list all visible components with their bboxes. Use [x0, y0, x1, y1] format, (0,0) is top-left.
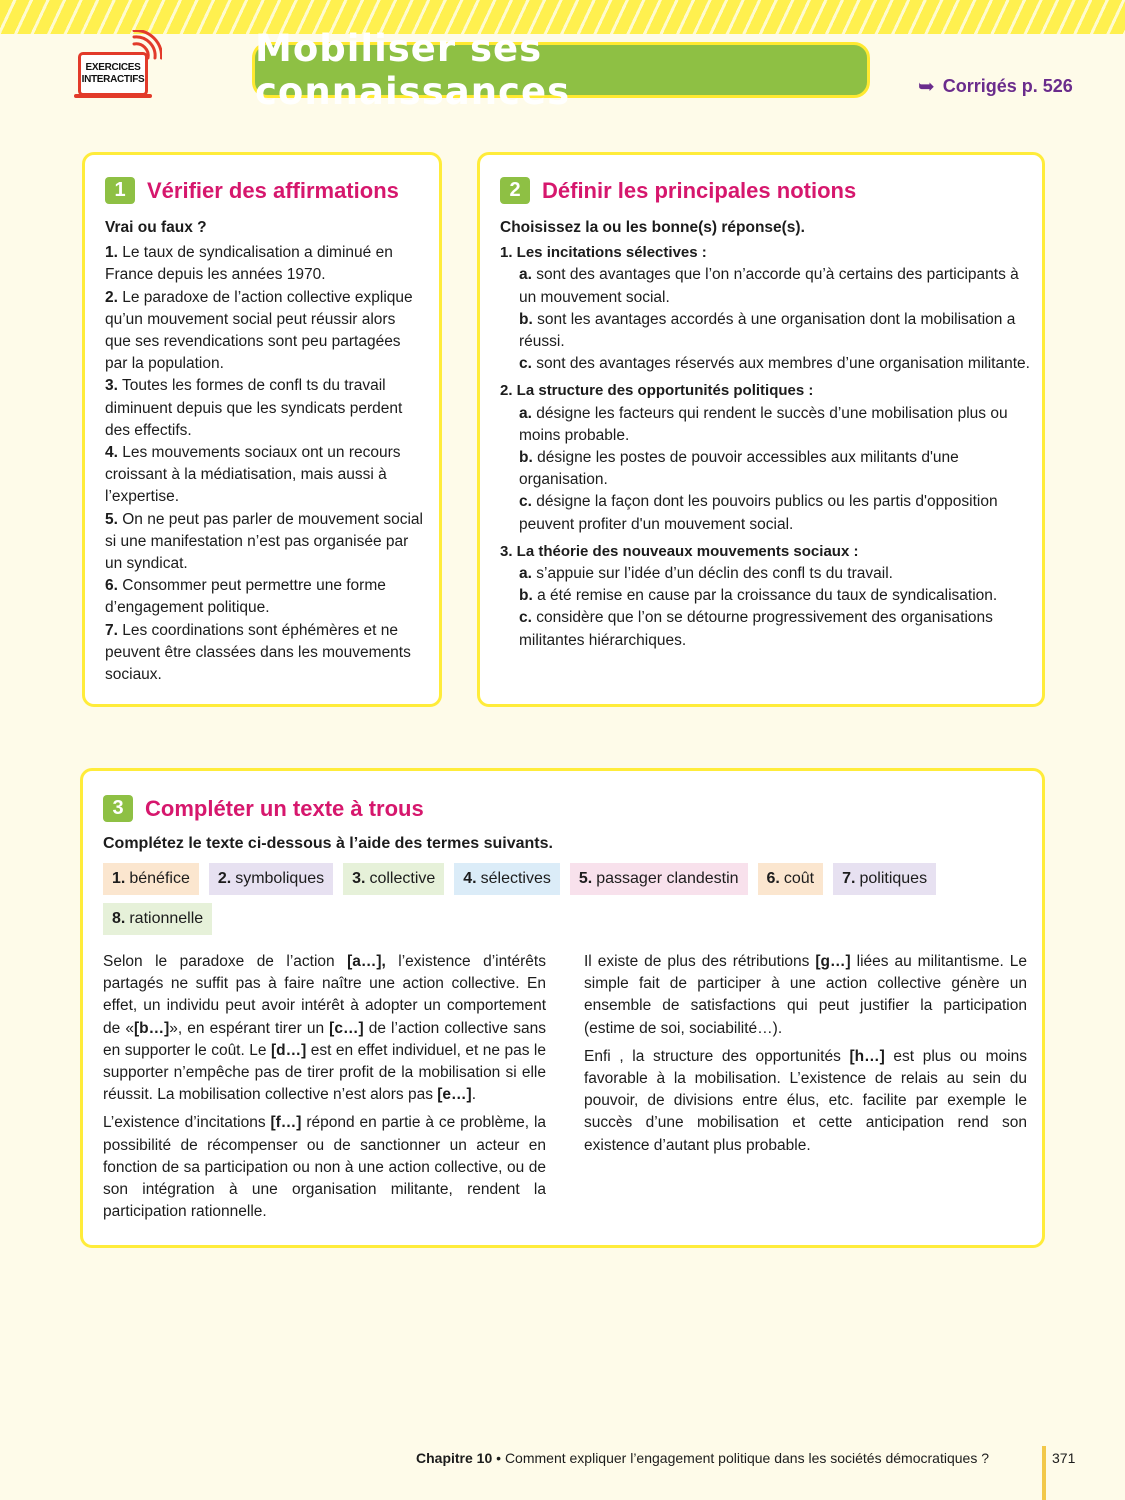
cloze-segment: Il existe de plus des rétributions — [584, 953, 816, 970]
exercise-1-body — [105, 217, 425, 686]
term-chip — [209, 863, 333, 895]
term-chips — [103, 863, 1023, 935]
answer-option — [500, 447, 1030, 491]
answer-option — [500, 309, 1030, 353]
cloze-segment: L’existence d’incitations — [103, 1114, 271, 1132]
exercise-title: Vérifier des affirmations — [147, 177, 399, 203]
term-number: 2. — [217, 870, 232, 887]
page-title-banner — [252, 27, 870, 113]
term-number: 5. — [578, 870, 593, 887]
option-letter: a. — [519, 565, 532, 583]
exercise-number-badge: 3 — [103, 795, 133, 822]
option-text: désigne la façon dont les pouvoirs publics ou les partis d'opposition peuvent profiter d'un mouvement social. — [519, 493, 998, 533]
answer-option — [500, 491, 1030, 535]
statement-item — [105, 509, 425, 576]
chapter-label: Chapitre 10 — [416, 1450, 493, 1466]
cloze-segment: Selon le paradoxe de l’action — [103, 953, 348, 970]
option-text: sont des avantages que l’on n’accorde qu’à certains des participants à un mouvement social. — [519, 266, 1019, 306]
cloze-blank: [f…] — [270, 1114, 302, 1132]
corriges-link[interactable] — [918, 74, 1073, 99]
term-chip — [103, 863, 199, 895]
statement-item — [105, 442, 425, 509]
statement-text: On ne peut pas parler de mouvement social si une manifestation n’est pas organisée par un syndicat. — [105, 510, 423, 573]
term-word: bénéfice — [129, 870, 190, 887]
exercise-2-body — [500, 217, 1030, 652]
cloze-segment: Enfi , la structure des opportunités — [584, 1047, 850, 1065]
question-label: 2. La structure des opportunités politiques : — [500, 382, 814, 400]
statement-text: Les mouvements sociaux ont un recours croissant à la médiatisation, mais aussi à l’expertise. — [105, 444, 401, 506]
chapter-question: Comment expliquer l’engagement politique dans les sociétés démocratiques ? — [504, 1450, 989, 1466]
interactive-exercises-badge[interactable] — [74, 30, 162, 100]
term-number: 6. — [766, 870, 780, 887]
term-word: sélectives — [480, 870, 551, 887]
exercise-number-badge: 1 — [105, 177, 135, 204]
badge-screen — [78, 52, 148, 96]
cloze-paragraph — [584, 1046, 1027, 1157]
answer-option — [500, 353, 1030, 375]
term-chip — [833, 863, 936, 895]
term-word: rationnelle — [129, 910, 204, 927]
cloze-segment: est en effet individuel, et ne pas le supporter n’empêche pas de tirer profit de la mobilisation si elle réussit. La mobilisation collective n’est alors pas — [103, 1041, 546, 1104]
term-word: passager clandestin — [596, 870, 739, 887]
term-chip — [454, 863, 560, 895]
badge-line-2: INTERACTIFS — [81, 74, 145, 85]
answer-option — [500, 403, 1030, 447]
option-letter: a. — [519, 266, 532, 284]
statement-list — [105, 242, 425, 686]
option-letter: b. — [519, 310, 533, 328]
page-footer — [416, 1450, 989, 1466]
statement-text: Toutes les formes de confl ts du travail diminuent depuis que les syndicats perdent des effectifs. — [105, 377, 403, 439]
term-number: 4. — [463, 870, 477, 887]
statement-item — [105, 287, 425, 376]
option-text: sont des avantages réservés aux membres d’une organisation militante. — [536, 355, 1030, 373]
arrow-right-icon: ➥ — [918, 76, 935, 98]
statement-number: 6. — [105, 577, 118, 595]
badge-line-1: EXERCICES — [85, 62, 141, 73]
term-number: 8. — [112, 910, 126, 927]
cloze-blank: [g…] — [815, 953, 851, 970]
term-chip — [758, 863, 824, 895]
cloze-segment: répond en partie à ce problème, la possibilité de récompenser ou de sanctionner un acteur en fonction de sa participation ou non à une action collective, ou de son intégration à une organisation militante, rendent la participation rationnelle. — [103, 1114, 547, 1221]
option-letter: c. — [519, 609, 532, 627]
statement-item — [105, 620, 425, 687]
option-letter: b. — [519, 449, 533, 467]
term-number: 3. — [352, 870, 366, 887]
statement-text: Les coordinations sont éphémères et ne peuvent être classées dans les mouvements sociaux. — [105, 621, 411, 684]
exercise-title: Définir les principales notions — [542, 177, 857, 203]
cloze-segment: liées au militantisme. Le simple fait de participer à une action collective génère un ensemble de satisfactions qui peut justifier la participation (estime de soi, sociabilité…). — [584, 953, 1027, 1037]
statement-number: 7. — [105, 621, 118, 639]
statement-item — [105, 375, 425, 442]
cloze-segment: est plus ou moins favorable à la mobilisation. L’existence de relais au sein du pouvoir, de divisions entre élus, etc. facilite par exemple le succès d’une mobilisation et cette anticipation rend son existence d’autant plus probable. — [584, 1047, 1027, 1154]
statement-item — [105, 242, 425, 286]
cloze-paragraph — [103, 951, 546, 1106]
statement-number: 1. — [105, 244, 118, 262]
cloze-blank: [d…] — [270, 1041, 307, 1059]
exercise-3-card — [80, 768, 1045, 1248]
statement-item — [105, 575, 425, 619]
footer-divider — [1042, 1446, 1046, 1500]
footer-separator: • — [492, 1450, 505, 1466]
exercise-3-header — [103, 795, 424, 822]
option-text: désigne les postes de pouvoir accessibles aux militants d'une organisation. — [519, 449, 959, 489]
term-word: coût — [783, 870, 815, 887]
cloze-blank: [b…] — [133, 1019, 170, 1037]
badge-base — [74, 94, 152, 98]
statement-number: 4. — [105, 444, 118, 462]
exercise-1-header — [105, 177, 399, 204]
cloze-paragraph — [103, 1112, 546, 1223]
cloze-segment: . — [471, 1086, 477, 1104]
option-text: a été remise en cause par la croissance du taux de syndicalisation. — [537, 587, 998, 605]
exercise-title: Compléter un texte à trous — [145, 795, 424, 821]
exercise-2-card — [477, 152, 1045, 707]
question-label: 3. La théorie des nouveaux mouvements sociaux : — [500, 542, 859, 560]
answer-option — [500, 264, 1030, 308]
option-text: s’appuie sur l’idée d’un déclin des confl ts du travail. — [536, 565, 893, 583]
term-chip — [103, 903, 212, 935]
term-chip — [343, 863, 444, 895]
exercise-2-header — [500, 177, 856, 204]
cloze-text — [103, 951, 1028, 1223]
cloze-blank: [h…] — [849, 1047, 885, 1065]
term-number: 7. — [842, 870, 856, 887]
term-chip — [570, 863, 748, 895]
answer-option — [500, 585, 1030, 607]
cloze-blank: [e…] — [437, 1086, 472, 1104]
option-letter: a. — [519, 404, 532, 422]
option-letter: b. — [519, 587, 533, 605]
cloze-column-right — [584, 951, 1027, 1223]
statement-number: 3. — [105, 377, 118, 395]
statement-text: Le taux de syndicalisation a diminué en France depuis les années 1970. — [105, 244, 393, 284]
cloze-segment: l’existence d’intérêts partagés ne suffit pas à faire naître une action collective. En effet, un individu peut avoir intérêt à adopter un comportement de « — [103, 953, 546, 1037]
statement-text: Le paradoxe de l’action collective explique qu’un mouvement social peut réussir alors que ses revendications sont peu partagées par la population. — [105, 288, 413, 373]
term-word: politiques — [859, 870, 928, 887]
statement-number: 5. — [105, 510, 118, 528]
statement-number: 2. — [105, 288, 118, 306]
cloze-segment: de l’action collective sans en supporter le coût. Le — [103, 1019, 546, 1059]
cloze-segment: », en espérant tirer un — [169, 1019, 330, 1037]
statement-text: Consommer peut permettre une forme d’engagement politique. — [105, 577, 386, 617]
term-word: collective — [369, 870, 436, 887]
question-label: 1. Les incitations sélectives : — [500, 244, 707, 262]
page-title: Mobiliser ses connaissances — [255, 27, 571, 113]
option-text: désigne les facteurs qui rendent le succès d’une mobilisation plus ou moins probable. — [519, 404, 1008, 444]
cloze-column-left — [103, 951, 546, 1223]
corriges-label: Corrigés p. 526 — [942, 76, 1073, 96]
answer-option — [500, 607, 1030, 651]
option-letter: c. — [519, 493, 532, 511]
exercise-1-card — [82, 152, 442, 707]
cloze-blank: [c…] — [329, 1019, 364, 1037]
cloze-blank: [a…], — [347, 953, 386, 970]
page-number: 371 — [1052, 1450, 1076, 1466]
option-text: sont les avantages accordés à une organisation dont la mobilisation a réussi. — [519, 310, 1016, 351]
exercise-instruction: Vrai ou faux ? — [105, 219, 207, 236]
exercise-number-badge: 2 — [500, 177, 530, 204]
cloze-paragraph — [584, 951, 1027, 1040]
answer-option — [500, 563, 1030, 585]
option-letter: c. — [519, 355, 532, 373]
question-list — [500, 242, 1030, 652]
exercise-instruction: Choisissez la ou les bonne(s) réponse(s). — [500, 219, 805, 236]
term-word: symboliques — [235, 870, 325, 887]
exercise-instruction: Complétez le texte ci-dessous à l’aide des termes suivants. — [103, 835, 553, 852]
term-number: 1. — [112, 870, 126, 887]
option-text: considère que l’on se détourne progressivement des organisations militantes hiérarchiques. — [519, 609, 993, 649]
